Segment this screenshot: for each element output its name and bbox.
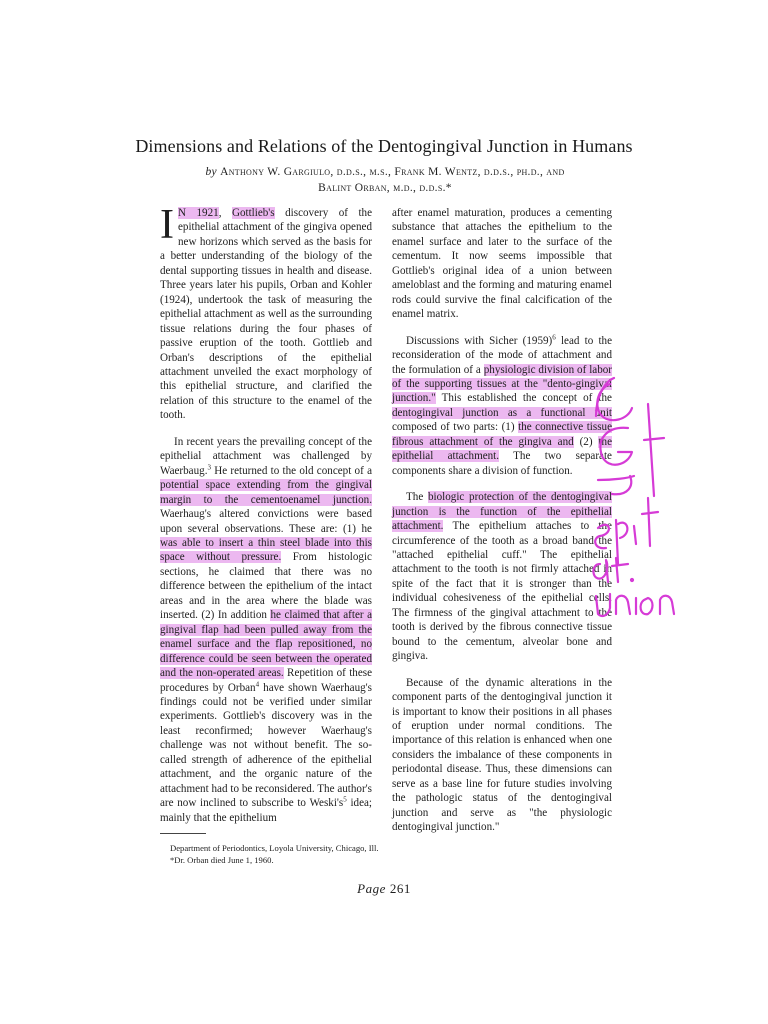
text-run: (2) [573,435,599,448]
byline-authors-line1: Anthony W. Gargiulo, d.d.s., m.s., Frank M. Wentz, d.d.s., ph.d., and [220,166,565,178]
text-run: The two separate components share a division of function. [392,450,612,477]
highlight-potential-space: potential space extending from the gingival margin to the cementoenamel junction. [160,479,372,506]
highlight-functional-unit: dentogingival junction as a functional unit [392,406,612,419]
highlight-biologic-protection: biologic protection of the dentogingival junction is the function of the epithelial attachment. [392,491,612,533]
paragraph-waerhaug [160,435,372,825]
text-run: lead to the reconsideration of the mode of attachment and the formulation of a [392,334,612,376]
reference-3: 3 [207,463,211,472]
footnote-orban: *Dr. Orban died June 1, 1960. [170,855,274,865]
text-run: In recent years the prevailing concept of the epithelial attachment was challenged by Waerbaug. [160,435,372,477]
highlight-gottlieb: Gottlieb's [231,207,275,219]
text-run: This established the concept of the [435,392,612,405]
text-run: The epithelium attaches to the circumference of the tooth as a broad band the "attached epithelial cuff." The epithelial attachment to the tooth is not firmly attached in spite of the fact that it is stronger than the individual cohesiveness of the epithelial cells. The firmness of the gingival attachment to the tooth is derived by the fibrous connective tissue bound to the cementum, alveolar bone and gingiva. [392,520,612,663]
text-run: , [218,207,232,219]
text-run: Waerhaug's altered convictions were based upon several observations. These are: (1) he [160,508,372,535]
text-run: He returned to the old concept of a [210,464,372,477]
left-column [160,202,373,825]
reference-5: 5 [343,795,347,804]
highlight-connective-tissue: the connective tissue fibrous attachment of the gingiva and [392,421,612,448]
text-run: The [406,491,428,504]
drop-cap: I [160,202,174,248]
paragraph-intro [160,202,373,423]
reference-4: 4 [255,679,260,688]
author-byline [150,164,620,196]
highlight-epithelial-attachment: the epithelial attachment. [392,435,612,463]
footnote-affiliation: Department of Periodontics, Loyola University, Chicago, Ill. [170,843,379,853]
paragraph-enamel: after enamel maturation, produces a cementing substance that attaches the epithelium to the enamel surface and later to the surface of the cementum. It now seems impossible that Gottlieb's original idea of a union between ameloblast and the forming and maturing enamel rods could survive the final calcification of the enamel matrix. [392,207,612,321]
text-run: discovery of the epithelial attachment of the gingiva opened new horizons which served as the basis for a better understanding of the biology of the dental supporting tissues in health and disease. Three years later his pupils, Orban and Kohler (1924), undertook the task of measuring the epithelial attachment as well as the surrounding tissue relations during the four phases of passive eruption of the tooth. Gottlieb and Orban's descriptions of the epithelial attachment unveiled the exact morphology of this epithelial structure, and clarified the relation of this structure to the enamel of the tooth. [160,207,373,422]
footnotes [160,842,382,866]
page-number [0,881,768,897]
text-run: Discussions with Sicher (1959) [406,334,553,347]
page-label: Page [357,881,386,896]
highlight-division-of-labor: physiologic division of labor of the supporting tissues at the "dento-gingival junction." [392,363,612,405]
byline-by: by [205,166,217,178]
paragraph-biologic-protection [392,490,612,663]
handwritten-annotation-icon [588,368,698,628]
highlight-year: N 1921 [178,207,219,219]
paragraph-dynamic-alterations: Because of the dynamic alterations in the component parts of the dentogingival junction it is important to know their positions in all phases of eruption under normal conditions. The importance of this relation is enhanced when one considers the imbalance of these components in periodontal disease. Thus, these dimensions can serve as a base line for future studies involving the pathologic status of the dentogingival junction and serve as "the physiologic dentogingival junction." [392,676,612,834]
article-title: Dimensions and Relations of the Dentogingival Junction in Humans [135,136,633,156]
byline-authors-line2: Balint Orban, m.d., d.d.s.* [318,182,452,194]
text-run: From histologic sections, he claimed that there was no difference between the epithelium of the intact areas and in the area where the blade was inserted. (2) In addition [160,551,372,622]
reference-6: 6 [552,332,556,341]
page-value: 261 [389,881,411,896]
footnote-rule [160,833,206,834]
paragraph-sicher [392,334,612,479]
right-column [392,206,612,835]
highlight-gingival-flap: he claimed that after a gingival flap had been pulled away from the enamel surface and the flap repositioned, no difference could be seen between the operated and the non-operated areas. [160,609,372,680]
text-run: have shown Waerhaug's findings could not be verified under similar experiments. Gottlieb's discovery was in the least reconfirmed; however Waerhaug's challenge was not without benefit. The so-called strength of adherence of the epithelial attachment, and the organic nature of the attachment had to be reconsidered. The author's are now inclined to subscribe to Weski's [160,681,372,810]
text-run: composed of two parts: (1) [392,421,519,434]
text-run: Repetition of these procedures by Orban [160,667,372,694]
highlight-steel-blade: was able to insert a thin steel blade into this space without pressure. [160,536,372,564]
text-run: idea; mainly that the epithelium [160,797,372,824]
